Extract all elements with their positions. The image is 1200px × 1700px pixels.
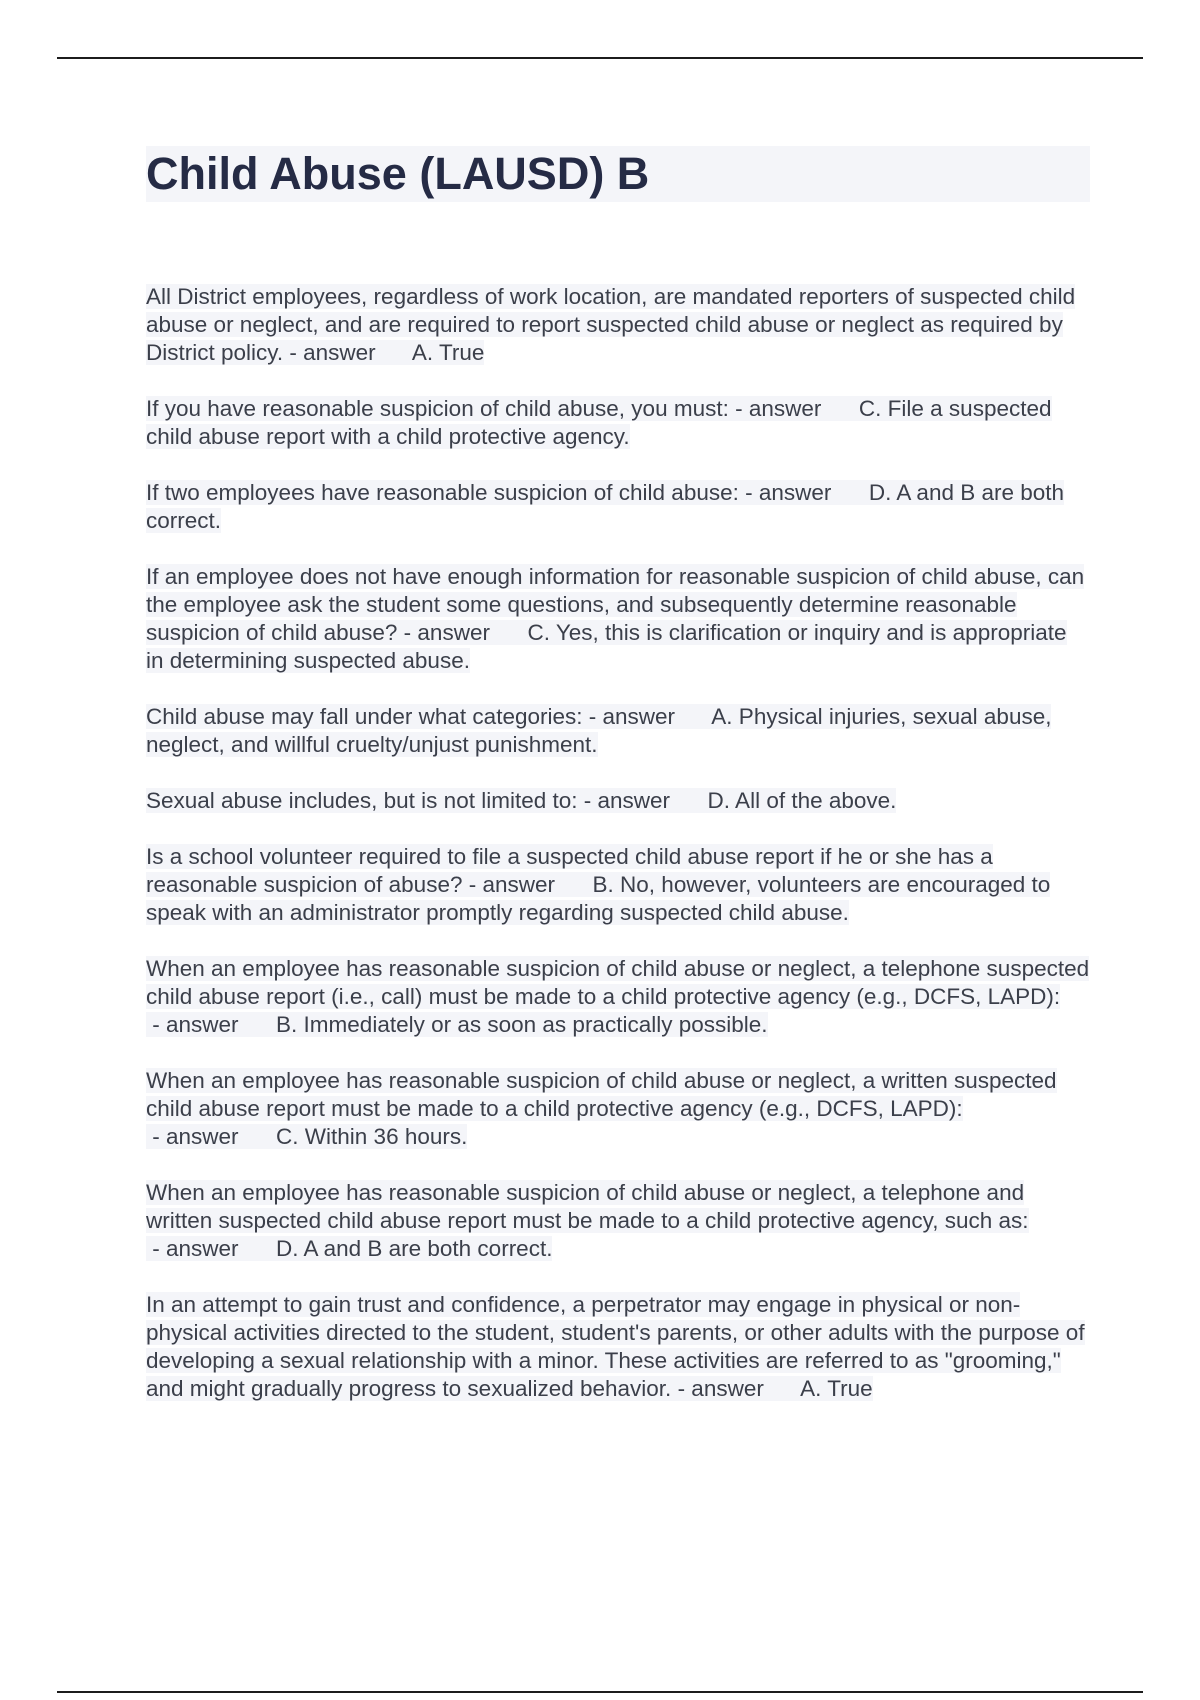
answer-separator: - answer bbox=[671, 1376, 801, 1401]
qa-text bbox=[146, 396, 1052, 449]
qa-text bbox=[146, 1068, 1057, 1149]
qa-item bbox=[146, 703, 1090, 759]
answer-separator: - answer bbox=[728, 396, 859, 421]
qa-text bbox=[146, 956, 1089, 1037]
qa-text bbox=[146, 480, 1064, 533]
answer-text: A. Physical injuries, sexual abuse, neglect, and willful cruelty/unjust punishment. bbox=[146, 704, 1052, 757]
answer-text: A. True bbox=[411, 340, 485, 365]
qa-text bbox=[146, 1292, 1085, 1401]
answer-separator: - answer bbox=[283, 340, 412, 365]
header-rule bbox=[57, 57, 1143, 59]
page-title: Child Abuse (LAUSD) B bbox=[146, 146, 1090, 202]
qa-item bbox=[146, 1291, 1090, 1403]
qa-item bbox=[146, 395, 1090, 451]
qa-text bbox=[146, 788, 896, 813]
qa-text bbox=[146, 844, 1050, 925]
footer-rule bbox=[57, 1691, 1143, 1693]
qa-text bbox=[146, 564, 1084, 673]
answer-text: D. A and B are both correct. bbox=[146, 480, 1065, 533]
question-text: If two employees have reasonable suspicion of child abuse: bbox=[146, 480, 739, 505]
question-text: When an employee has reasonable suspicion of child abuse or neglect, a written suspected child abuse report must be made to a child protective agency (e.g., DCFS, LAPD): bbox=[146, 1068, 1057, 1121]
qa-item bbox=[146, 1179, 1090, 1263]
question-text: Is a school volunteer required to file a suspected child abuse report if he or she has a reasonable suspicion of abuse? bbox=[146, 844, 993, 897]
qa-item bbox=[146, 787, 1090, 815]
question-text: When an employee has reasonable suspicion of child abuse or neglect, a telephone and written suspected child abuse report must be made to a child protective agency, such as: bbox=[146, 1180, 1029, 1233]
answer-separator: - answer bbox=[146, 1236, 277, 1261]
qa-text bbox=[146, 1180, 1029, 1261]
qa-text bbox=[146, 704, 1051, 757]
question-text: Sexual abuse includes, but is not limited to: bbox=[146, 788, 578, 813]
answer-separator: - answer bbox=[577, 788, 708, 813]
qa-item bbox=[146, 563, 1090, 675]
answer-separator: - answer bbox=[462, 872, 593, 897]
question-text: In an attempt to gain trust and confidence, a perpetrator may engage in physical or non-physical activities directed to the student, student's parents, or other adults with the purpose of developing a sexual relationship with a minor. These activities are referred to as "grooming," and might gradually progress to sexualized behavior. bbox=[146, 1292, 1085, 1401]
answer-text: D. A and B are both correct. bbox=[276, 1236, 553, 1261]
answer-separator: - answer bbox=[738, 480, 869, 505]
qa-item bbox=[146, 843, 1090, 927]
answer-text: C. Within 36 hours. bbox=[276, 1124, 468, 1149]
question-text: When an employee has reasonable suspicion of child abuse or neglect, a telephone suspected child abuse report (i.e., call) must be made to a child protective agency (e.g., DCFS, LAPD): bbox=[146, 956, 1090, 1009]
qa-text bbox=[146, 284, 1075, 365]
answer-separator: - answer bbox=[582, 704, 712, 729]
question-text: If an employee does not have enough information for reasonable suspicion of child abuse, can the employee ask the student some questions, and subsequently determine reasonable suspicion of child abuse? bbox=[146, 564, 1085, 645]
question-text: If you have reasonable suspicion of child abuse, you must: bbox=[146, 396, 729, 421]
answer-text: B. Immediately or as soon as practically possible. bbox=[276, 1012, 768, 1037]
question-text: Child abuse may fall under what categories: bbox=[146, 704, 583, 729]
answer-separator: - answer bbox=[146, 1124, 277, 1149]
qa-item bbox=[146, 479, 1090, 535]
answer-separator: - answer bbox=[397, 620, 528, 645]
answer-text: C. Yes, this is clarification or inquiry and is appropriate in determining suspected abuse. bbox=[146, 620, 1067, 673]
qa-item bbox=[146, 283, 1090, 367]
answer-text: B. No, however, volunteers are encouraged to speak with an administrator promptly regarding suspected child abuse. bbox=[146, 872, 1051, 925]
answer-separator: - answer bbox=[146, 1012, 277, 1037]
qa-list bbox=[146, 283, 1090, 1431]
qa-item bbox=[146, 1067, 1090, 1151]
answer-text: D. All of the above. bbox=[707, 788, 897, 813]
qa-item bbox=[146, 955, 1090, 1039]
answer-text: C. File a suspected child abuse report with a child protective agency. bbox=[146, 396, 1052, 449]
question-text: All District employees, regardless of work location, are mandated reporters of suspected child abuse or neglect, and are required to report suspected child abuse or neglect as required by District policy. bbox=[146, 284, 1076, 365]
answer-text: A. True bbox=[800, 1376, 873, 1401]
